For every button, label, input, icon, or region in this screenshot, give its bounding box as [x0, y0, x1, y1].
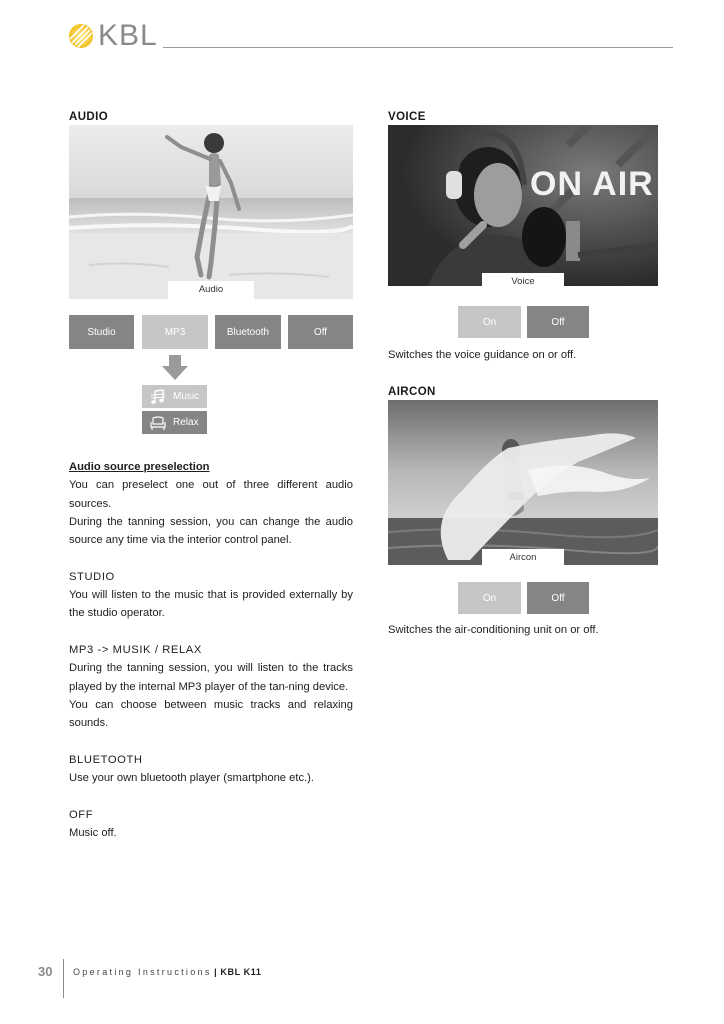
studio-button[interactable]: Studio	[69, 315, 134, 349]
aircon-off-button[interactable]: Off	[527, 582, 589, 614]
audio-description	[69, 458, 353, 842]
bluetooth-text: Use your own bluetooth player (smartphone etc.).	[69, 772, 315, 785]
footer-separator: |	[214, 967, 221, 977]
audio-section-title: AUDIO	[69, 111, 109, 123]
mp3-button[interactable]: MP3	[142, 315, 208, 349]
aircon-on-button[interactable]: On	[458, 582, 521, 614]
aircon-photo	[388, 400, 658, 565]
brand-logo	[68, 19, 158, 52]
voice-description: Switches the voice guidance on or off.	[388, 349, 577, 361]
lounge-chair-icon	[149, 415, 167, 431]
audio-intro-2: During the tanning session, you can change the audio source any time via the interior control panel.	[69, 515, 353, 547]
bluetooth-title: BLUETOOTH	[69, 753, 143, 766]
relax-button-label: Relax	[173, 417, 199, 428]
relax-button[interactable]	[142, 411, 207, 434]
header-divider	[163, 47, 673, 48]
studio-title: STUDIO	[69, 570, 115, 583]
voice-on-button[interactable]: On	[458, 306, 521, 338]
arrow-down-icon	[162, 355, 188, 381]
footer-divider	[63, 959, 64, 998]
aircon-caption: Aircon	[482, 549, 564, 567]
mp3-text-2: You can choose between music tracks and relaxing sounds.	[69, 698, 353, 730]
audio-source-heading: Audio source preselection	[69, 461, 210, 473]
studio-text: You will listen to the music that is provided externally by the studio operator.	[69, 589, 353, 620]
footer-title	[73, 967, 261, 977]
footer-doc-title: Operating Instructions	[73, 967, 212, 977]
aircon-section-title: AIRCON	[388, 386, 436, 398]
off-text: Music off.	[69, 826, 117, 839]
logo-text: KBL	[98, 19, 158, 52]
music-button[interactable]	[142, 385, 207, 408]
voice-off-button[interactable]: Off	[527, 306, 589, 338]
aircon-description: Switches the air-conditioning unit on or off.	[388, 624, 599, 636]
music-note-icon	[149, 389, 167, 405]
voice-caption: Voice	[482, 273, 564, 291]
mp3-text-1: During the tanning session, you will listen to the tracks played by the internal MP3 player of the tan-ning device.	[69, 662, 353, 693]
audio-intro-1: You can preselect one out of three different audio sources.	[69, 479, 353, 510]
music-button-label: Music	[173, 391, 200, 402]
off-title: OFF	[69, 808, 94, 821]
on-air-sign: ON AIR	[530, 165, 654, 203]
footer-model: KBL K11	[220, 967, 262, 977]
bluetooth-button[interactable]: Bluetooth	[215, 315, 281, 349]
page-number: 30	[38, 964, 53, 979]
voice-photo	[388, 125, 658, 286]
mp3-title: MP3 -> MUSIK / RELAX	[69, 643, 202, 656]
audio-photo	[69, 125, 353, 299]
voice-section-title: VOICE	[388, 111, 426, 123]
logo-mark-icon	[68, 23, 94, 49]
audio-caption: Audio	[168, 281, 254, 299]
off-button[interactable]: Off	[288, 315, 353, 349]
